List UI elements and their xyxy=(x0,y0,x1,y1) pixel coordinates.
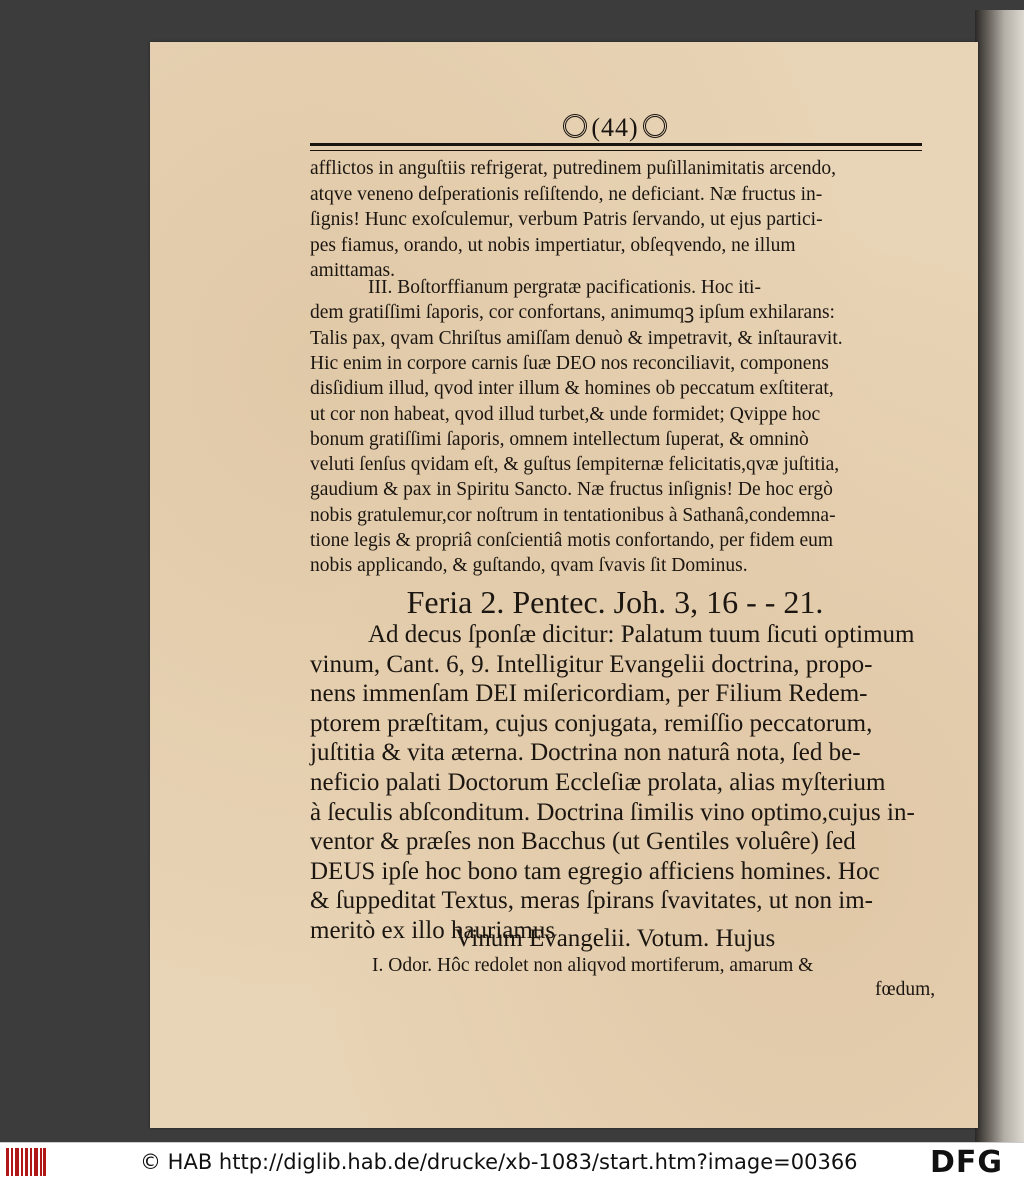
dfg-logo: DFG xyxy=(930,1145,1004,1180)
odor-line: I. Odor. Hôc redolet non aliqvod mortiferum, amarum & xyxy=(372,955,814,976)
barcode-icon xyxy=(6,1148,46,1176)
text-line: vinum, Cant. 6, 9. Intelligitur Evangelii doctrina, propo- xyxy=(310,650,873,678)
barcode-stripe xyxy=(15,1148,19,1176)
text-line: gaudium & pax in Spiritu Sancto. Næ fructus inſignis! De hoc ergò xyxy=(310,479,833,501)
page-edge xyxy=(975,10,1024,1142)
text-line: & ſuppeditat Textus, meras ſpirans ſvavitates, ut non im- xyxy=(310,887,873,915)
votum-line: Vinum Evangelii. Votum. Hujus xyxy=(454,925,776,952)
barcode-stripe xyxy=(40,1148,42,1176)
text-line: atqve veneno deſperationis reſiſtendo, ne deficiant. Næ fructus in- xyxy=(310,183,823,205)
section-heading: Feria 2. Pentec. Joh. 3, 16 - - 21. xyxy=(406,584,824,620)
catchword: fœdum, xyxy=(875,979,936,1000)
text-line: à ſeculis abſconditum. Doctrina ſimilis vino optimo,cujus in- xyxy=(310,798,915,826)
barcode-stripe xyxy=(11,1148,13,1176)
ornament-icon xyxy=(563,114,587,138)
text-line: ptorem præſtitam, cujus conjugata, remiſſio peccatorum, xyxy=(310,709,873,737)
text-line: nens immenſam DEI miſericordiam, per Filium Redem- xyxy=(310,680,868,708)
text-line: ventor & præſes non Bacchus (ut Gentiles voluêre) ſed xyxy=(310,828,856,856)
text-line: tione legis & propriâ conſcientiâ motis confortando, per fidem eum xyxy=(310,530,834,551)
barcode-stripe xyxy=(21,1148,23,1176)
text-line: pes fiamus, orando, ut nobis impertiatur, obſeqvendo, ne illum xyxy=(310,234,796,256)
barcode-stripe xyxy=(43,1148,46,1176)
page-header xyxy=(310,113,920,143)
text-line: Ad decus ſponſæ dicitur: Palatum tuum ſicuti optimum xyxy=(368,621,915,648)
text-line: nobis applicando, & guſtando, qvam ſvavis ſit Dominus. xyxy=(310,555,748,577)
header-rule xyxy=(310,143,922,151)
page-number: (44) xyxy=(591,113,639,142)
text-line: veluti ſenſus qvidam eſt, & guſtus ſempiternæ felicitatis,qvæ juſtitia, xyxy=(310,454,840,476)
text-line: ut cor non habeat, qvod illud turbet,& unde formidet; Qvippe hoc xyxy=(310,403,821,425)
text-line: neficio palati Doctorum Eccleſiæ prolata, alias myſterium xyxy=(310,769,886,796)
barcode-stripe xyxy=(6,1148,9,1176)
text-line: bonum gratiſſimi ſaporis, omnem intellectum ſuperat, & omninò xyxy=(310,428,809,450)
text-line: Hic enim in corpore carnis ſuæ DEO nos reconciliavit, componens xyxy=(310,352,829,374)
barcode-stripe xyxy=(34,1148,38,1176)
text-line: nobis gratulemur,cor noſtrum in tentationibus à Sathanâ,condemna- xyxy=(310,504,836,526)
text-line: afflictos in anguſtiis refrigerat, putredinem puſillanimitatis arcendo, xyxy=(310,158,836,179)
text-line: III. Boſtorffianum pergratæ pacificationis. Hoc iti- xyxy=(368,277,761,298)
footer-url[interactable]: © HAB http://diglib.hab.de/drucke/xb-1083/start.htm?image=00366 xyxy=(140,1150,858,1174)
text-line: Talis pax, qvam Chriſtus amiſſam denuò & impetravit, & inſtauravit. xyxy=(310,327,843,349)
ornament-icon xyxy=(643,114,667,138)
text-line: dem gratiſſimi ſaporis, cor confortans, animumqꝫ ipſum exhilarans: xyxy=(310,302,835,324)
text-line: juſtitia & vita æterna. Doctrina non naturâ nota, ſed be- xyxy=(310,739,861,767)
barcode-stripe xyxy=(30,1148,32,1176)
barcode-stripe xyxy=(25,1148,28,1176)
text-line: meritò ex illo hauriamus xyxy=(310,917,556,944)
text-line: disſidium illud, qvod inter illum & homines ob peccatum exſtiterat, xyxy=(310,378,834,400)
text-line: ſignis! Hunc exoſculemur, verbum Patris ſervando, ut ejus partici- xyxy=(310,209,823,230)
text-line: DEUS ipſe hoc bono tam egregio afficiens homines. Hoc xyxy=(310,857,880,885)
text-line: amittamas. xyxy=(310,260,396,281)
